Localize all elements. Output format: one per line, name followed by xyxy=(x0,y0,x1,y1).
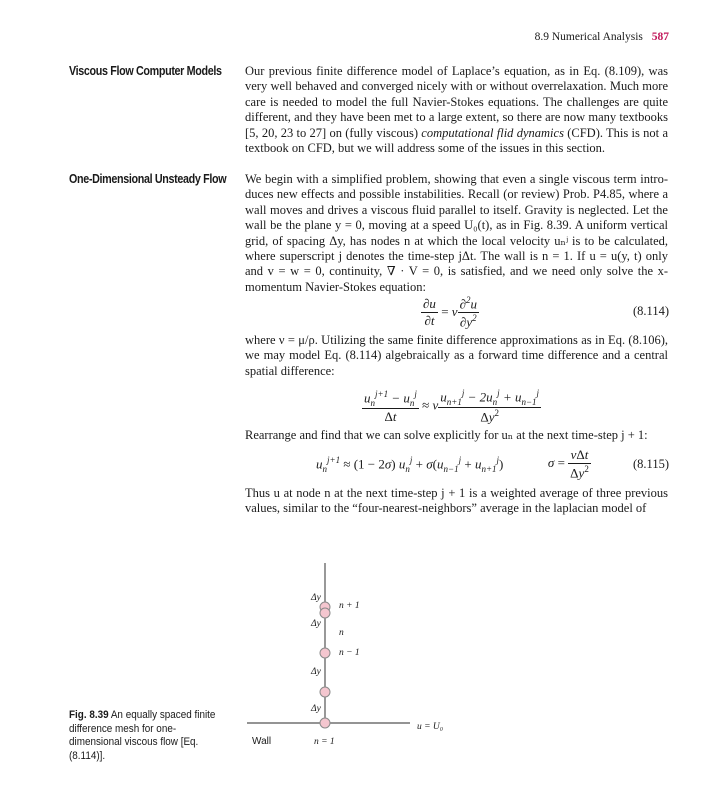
spacing-label-3: Δy xyxy=(311,704,321,714)
finite-difference-equation: $\frac{u_n^{j+1} - u_n^j}{\Delta t}$ ≈ ν $\frac{u_{n+1}^j - 2u_n^j + u_{n-1}^j}{\Delta y^2}$ xyxy=(364,388,540,425)
figure-caption xyxy=(69,709,227,763)
node-n-minus-2 xyxy=(320,687,330,697)
label-n-minus-1: n − 1 xyxy=(339,648,360,658)
label-n-equals-1: n = 1 xyxy=(314,737,335,747)
equation-8-114: $\frac{\partial u}{\partial t}$ = ν $\frac{\partial^2u}{\partial y^2}$ xyxy=(423,295,477,330)
caption-label: Fig. 8.39 xyxy=(69,709,109,721)
node-wall xyxy=(320,718,330,728)
equation-number-8-115: (8.115) xyxy=(633,457,669,471)
equation-number-8-114: (8.114) xyxy=(633,304,669,318)
node-n xyxy=(320,608,330,618)
label-velocity: u = U₀ xyxy=(417,722,444,732)
paragraph-unsteady-3: Rearrange and find that we can solve explicitly for uₙ at the next time-step j + 1: xyxy=(245,428,648,442)
paragraph-unsteady-1: We begin with a simplified problem, showing that even a single viscous term introduces new effects and possible instabilities. Recall (or review) Prob. P4.85, where a wall moves and drives a viscous fluid parallel to itself. Gravity is neglected. Let the wall be the plane y = 0, moving at a speed U₀(t), as in Fig. 8.39. A uniform vertical grid, of spacing Δy, has nodes n at which the local velocity uₙʲ is to be calculated, where superscript j denotes the time-step jΔt. The wall is n = 1. If u = u(y, t) only and v = w = 0, continuity, ∇ · V = 0, is satisfied, and we need only solve the x-momentum Navier-Stokes equation: xyxy=(245,172,668,294)
label-n: n xyxy=(339,628,344,638)
section-title: 8.9 Numerical Analysis xyxy=(534,31,643,43)
caption-text: An equally spaced finite difference mesh for one-dimensional viscous flow [Eq. (8.114)]. xyxy=(69,709,216,762)
cfd-term: computational flid dynamics xyxy=(421,125,564,140)
paragraph-unsteady-2: where ν = μ/ρ. Utilizing the same finite difference approximations as in Eq. (8.106), we may model Eq. (8.114) algebraically as a forward time difference and a central spatial difference: xyxy=(245,333,668,378)
spacing-label-4: Δy xyxy=(311,593,321,603)
paragraph-viscous-text: Our previous finite difference model of Laplace’s equation, as in Eq. (8.109), was very well behaved and converged nicely with or without overrelaxation. Much more care is needed to model the full Navier-Stokes equations. The challenges are quite different, and they have been met to a large extent, so there are now many textbooks [5, 20, 23 to 27] on (fully viscous) xyxy=(245,64,668,140)
node-n-minus-1 xyxy=(320,648,330,658)
wall-label: Wall xyxy=(252,736,272,747)
heading-viscous-flow: Viscous Flow Computer Models xyxy=(69,64,222,78)
spacing-label-1: Δy xyxy=(311,619,321,629)
heading-unsteady-flow: One-Dimensional Unsteady Flow xyxy=(69,172,227,186)
paragraph-viscous-end: (CFD). This is not a textbook on CFD, but we will address some of the issues in this section. xyxy=(245,125,668,156)
spacing-label-2: Δy xyxy=(311,667,321,677)
page-number: 587 xyxy=(651,31,669,43)
label-n-plus-1: n + 1 xyxy=(339,601,360,611)
paragraph-unsteady-4: Thus u at node n at the next time-step j + 1 is a weighted average of three previous values, similar to the “four-nearest-neighbors” average in the laplacian model of xyxy=(245,486,668,516)
equation-8-115: $u_n^{j+1} \approx (1 - 2\sigma) u_n^j + \sigma(u_{n-1}^j + u_{n+1}^j) \sigma$ = $\frac{\text{νΔt}}{\Delta y^2}$ xyxy=(316,447,589,481)
